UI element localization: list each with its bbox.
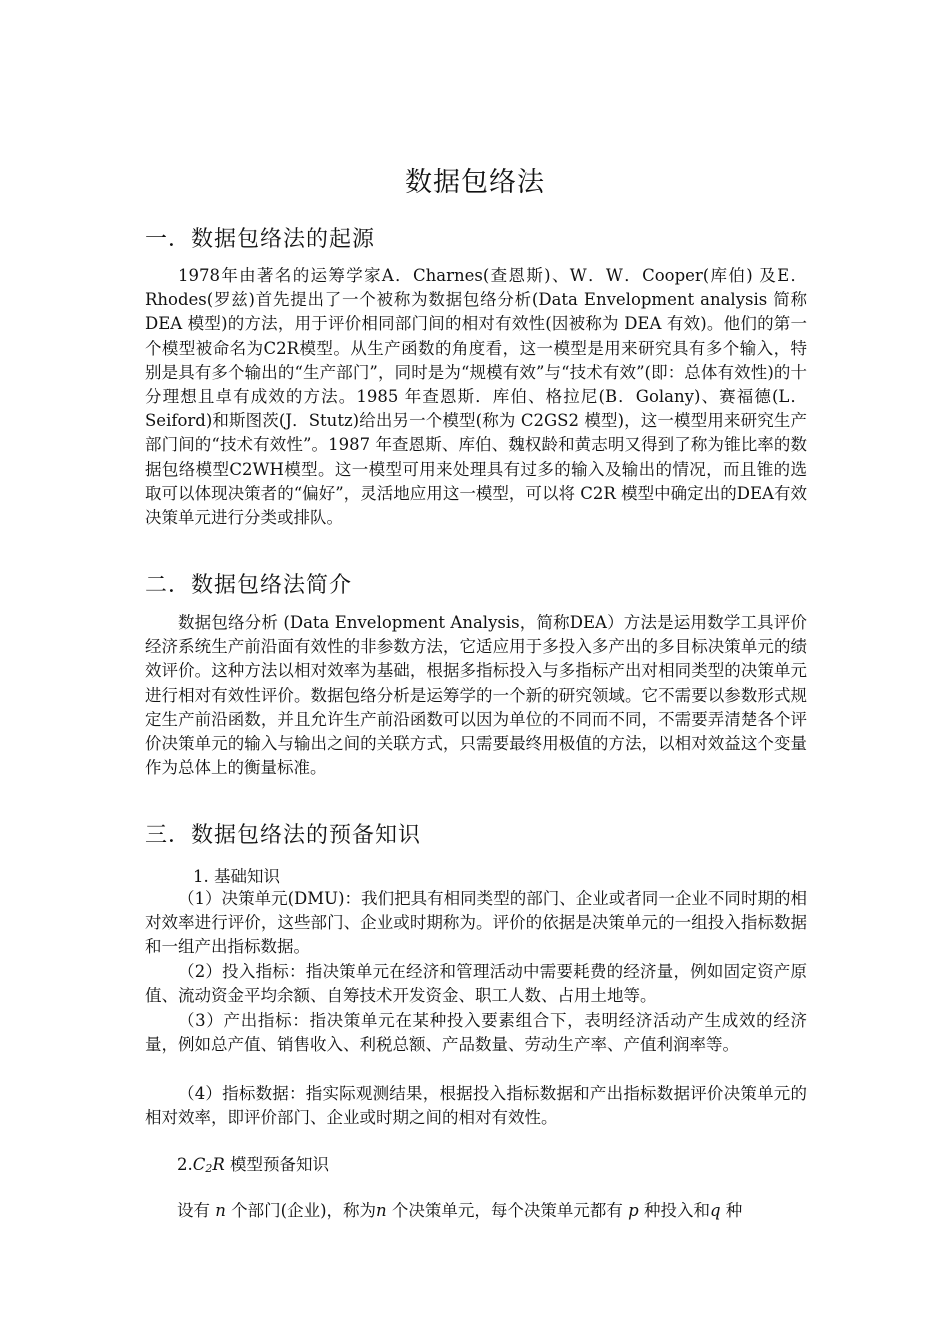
section-heading-1: 一．数据包络法的起源 [145, 227, 376, 252]
last-a: 设有 [177, 1201, 210, 1220]
section-heading-2: 二．数据包络法简介 [145, 573, 353, 598]
last-e: 种 [725, 1201, 743, 1220]
list-item-input-indicators: （2）投入指标：指决策单元在经济和管理活动中需要耗费的经济量，例如固定资产原值、流动资金平均余额、自筹技术开发资金、职工人数、占用土地等。 [145, 962, 807, 1006]
last-d: 种投入和 [643, 1201, 710, 1220]
sub2-c: C [192, 1155, 206, 1174]
list-item-indicator-data: （4）指标数据：指实际观测结果，根据投入指标数据和产出指标数据评价决策单元的相对效率，即评价部门、企业或时期之间的相对有效性。 [145, 1084, 807, 1128]
var-n-2: n [376, 1201, 387, 1220]
sub2-r: R [212, 1155, 225, 1174]
subheading-basic-knowledge: 1. 基础知识 [193, 867, 280, 886]
paragraph-origin: 1978年由著名的运筹学家A．Charnes(查恩斯)、W．W．Cooper(库伯) 及E．Rhodes(罗兹)首先提出了一个被称为数据包络分析(Data Envelopment analysis 简称 DEA 模型)的方法，用于评价相同部门间的相对有效性(因被称为 DEA 有效)。他们的第一个模型被命名为C2R模型。从生产函数的角度看，这一模型是用来研究具有多个输入，特别是具有多个输出的“生产部门”，同时是为“规模有效”与“技术有效”(即：总体有效性)的十分理想且卓有成效的方法。1985 年查恩斯．库伯、格拉尼(B．Golany)、赛福德(L．Seiford)和斯图茨(J．Stutz)给出另一个模型(称为 C2GS2 模型)，这一模型用来研究生产部门间的“技术有效性”。1987 年查恩斯、库伯、魏权龄和黄志明又得到了称为锥比率的数据包络模型C2WH模型。这一模型可用来处理具有过多的输入及输出的情况，而且锥的选取可以体现决策者的“偏好”，灵活地应用这一模型，可以将 C2R 模型中确定出的DEA有效决策单元进行分类或排队。 [145, 266, 807, 528]
paragraph-intro: 数据包络分析 (Data Envelopment Analysis，简称DEA）方法是运用数学工具评价经济系统生产前沿面有效性的非参数方法，它适应用于多投入多产出的多目标决策单元的绩效评价。这种方法以相对效率为基础，根据多指标投入与多指标产出对相同类型的决策单元进行相对有效性评价。数据包络分析是运筹学的一个新的研究领域。它不需要以参数形式规定生产前沿函数，并且允许生产前沿函数可以因为单位的不同而不同，不需要弄清楚各个评价决策单元的输入与输出之间的关联方式，只需要最终用极值的方法，以相对效益这个变量作为总体上的衡量标准。 [145, 613, 807, 778]
sub2-num: 2. [177, 1155, 193, 1174]
document-title: 数据包络法 [405, 167, 545, 198]
subheading-c2r-prereq [177, 1151, 329, 1175]
section-heading-3: 三．数据包络法的预备知识 [145, 823, 422, 848]
list-item-output-indicators: （3）产出指标：指决策单元在某种投入要素组合下，表明经济活动产生成效的经济量，例如总产值、销售收入、利税总额、产品数量、劳动生产率、产值利润率等。 [145, 1011, 807, 1055]
var-q: q [709, 1201, 721, 1220]
var-p: p [628, 1201, 639, 1220]
sub2-rest: 模型预备知识 [224, 1155, 330, 1174]
last-b: 个部门(企业)，称为 [231, 1201, 377, 1220]
paragraph-setup [177, 1197, 742, 1221]
sub2-two: 2 [205, 1162, 213, 1175]
list-item-dmu: （1）决策单元(DMU)：我们把具有相同类型的部门、企业或者同一企业不同时期的相对效率进行评价，这些部门、企业或时期称为。评价的依据是决策单元的一组投入指标数据和一组产出指标数据。 [145, 889, 807, 957]
var-n-1: n [215, 1201, 226, 1220]
last-c: 个决策单元，每个决策单元都有 [391, 1201, 623, 1220]
